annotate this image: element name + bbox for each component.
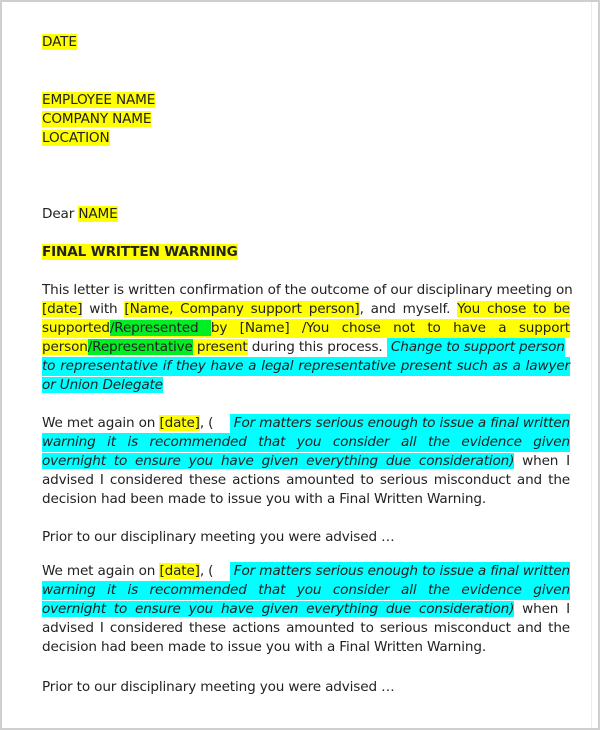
para2-text: advised I considered these actions amounted to serious misconduct and the: [42, 472, 570, 488]
para1-text: This letter is written confirmation of the outcome of our disciplinary meeting on: [42, 282, 573, 298]
para3-text: Prior to our disciplinary meeting you were advised …: [42, 529, 395, 545]
para2-text: when I: [514, 453, 570, 469]
instruction-note: For matters serious enough to issue a final written: [230, 414, 570, 433]
date-line: [42, 33, 77, 52]
instruction-note: overnight to ensure you have given everything due consideration): [42, 601, 515, 617]
instruction-note: or Union Delegate: [42, 377, 163, 393]
instruction-note: For matters serious enough to issue a final written: [230, 562, 570, 581]
para1-line5: [42, 357, 570, 376]
date-placeholder: [date]: [159, 415, 200, 431]
para3: [42, 528, 395, 547]
para4-line3: [42, 600, 570, 619]
option-text: supported: [42, 320, 110, 336]
date-placeholder: DATE: [42, 34, 77, 50]
title-text: FINAL WRITTEN WARNING: [42, 244, 238, 260]
para1-line2: [42, 300, 570, 319]
company-name-placeholder: COMPANY NAME: [42, 111, 152, 127]
support-person-placeholder: [Name, Company support person]: [124, 301, 360, 317]
para1-text: with: [82, 301, 125, 317]
option-text: present: [192, 339, 248, 355]
representative-option: /Represented: [109, 320, 211, 336]
instruction-note: warning it is recommended that you consider all the evidence given: [42, 582, 570, 598]
date-placeholder: [date]: [159, 563, 200, 579]
letter-title: [42, 243, 238, 262]
page-edge-rule: [591, 2, 592, 728]
option-text: person: [42, 339, 88, 355]
instruction-note: to representative if they have a legal representative present such as a lawyer: [42, 358, 570, 374]
para5: [42, 678, 395, 697]
para1-line3: [42, 319, 570, 338]
representative-option: /Representative: [87, 339, 193, 355]
para2-line4: [42, 471, 570, 490]
para4-text: advised I considered these actions amounted to serious misconduct and the: [42, 620, 570, 636]
instruction-note: Change to support person: [387, 338, 565, 357]
option-text: by [Name] /You chose not to have a support: [210, 320, 570, 336]
salutation-name-placeholder: NAME: [78, 206, 118, 222]
para1-line4: [42, 338, 565, 357]
para1-line6: [42, 376, 163, 395]
para2-text: , (: [199, 415, 214, 431]
employee-name-placeholder: EMPLOYEE NAME: [42, 92, 156, 108]
salutation-prefix: Dear: [42, 206, 79, 222]
location-placeholder: LOCATION: [42, 130, 110, 146]
salutation: [42, 205, 118, 224]
date-placeholder: [date]: [42, 301, 83, 317]
option-text: You chose to be: [457, 301, 571, 317]
para1-text: , and myself.: [359, 301, 458, 317]
para2-line1: [42, 414, 570, 433]
para2-line2: [42, 433, 570, 452]
para4-line1: [42, 562, 570, 581]
instruction-note: overnight to ensure you have given everything due consideration): [42, 453, 515, 469]
para1-text: during this process.: [247, 339, 387, 355]
para4-line4: [42, 619, 570, 638]
instruction-note: warning it is recommended that you consider all the evidence given: [42, 434, 570, 450]
para2-text: We met again on: [42, 415, 160, 431]
para4-text: when I: [514, 601, 570, 617]
para4-text: We met again on: [42, 563, 160, 579]
para4-text: decision had been made to issue you with a Final Written Warning.: [42, 639, 487, 655]
company-name-line: [42, 110, 151, 129]
para2-line5: [42, 490, 486, 509]
para5-text: Prior to our disciplinary meeting you were advised …: [42, 679, 395, 695]
para4-text: , (: [199, 563, 214, 579]
para2-text: decision had been made to issue you with a Final Written Warning.: [42, 491, 487, 507]
para2-line3: [42, 452, 570, 471]
employee-name-line: [42, 91, 155, 110]
para4-line2: [42, 581, 570, 600]
location-line: [42, 129, 110, 148]
para4-line5: [42, 638, 486, 657]
para1-line1: [42, 281, 573, 300]
